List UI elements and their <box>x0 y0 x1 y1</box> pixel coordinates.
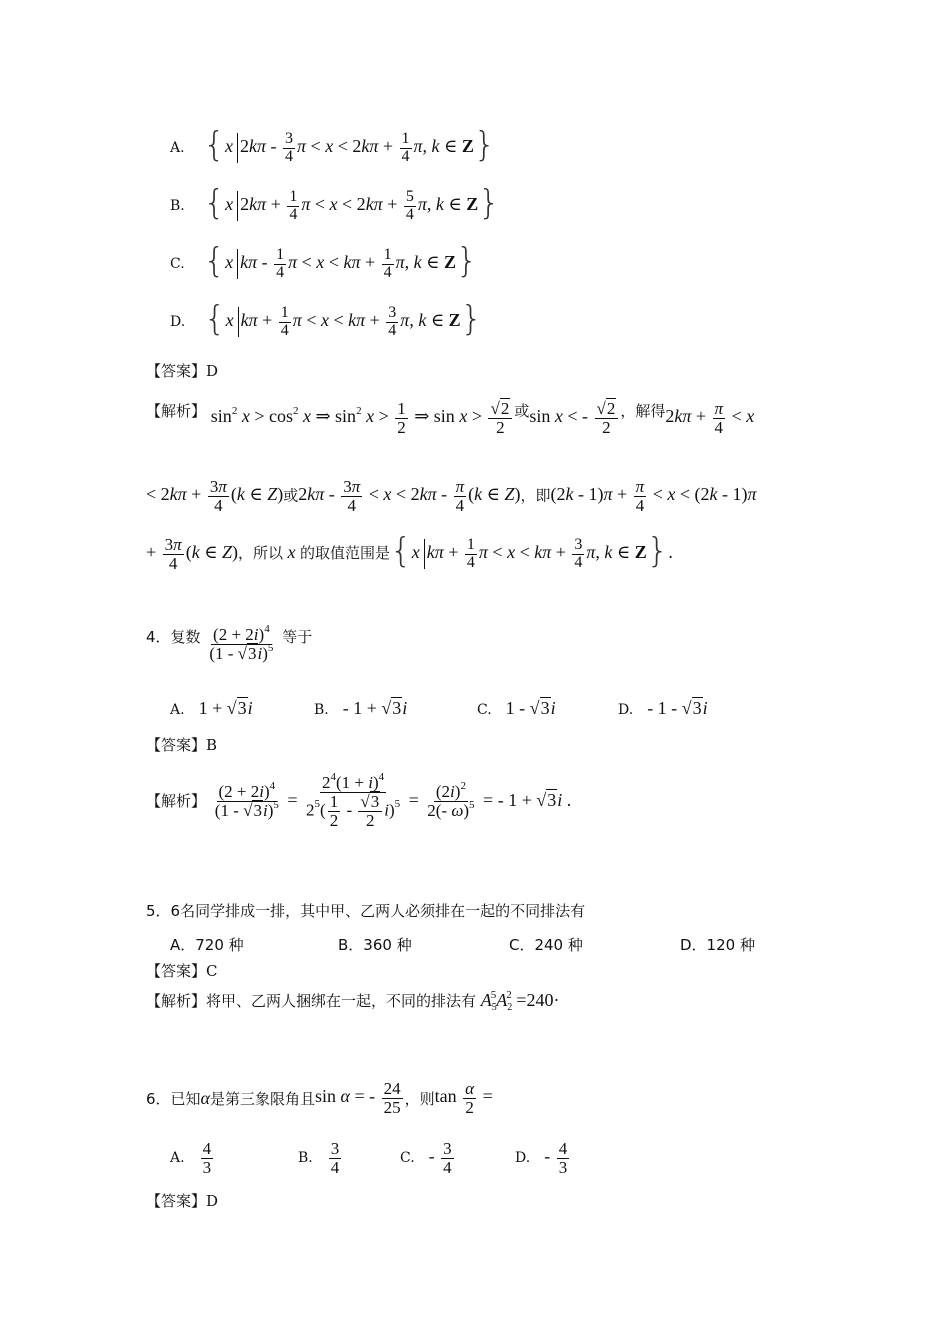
q6-answer: 【答案】D <box>146 1192 219 1210</box>
q4-option-d-formula: - 1 - √3i <box>647 698 708 718</box>
q3-option-d-formula: {x kπ + $\frac{1}{4}$ π < x < kπ + $\frac{3}{4}$ π, k ∈ Z} <box>203 299 483 339</box>
q6-option-d-label: D. <box>515 1150 531 1167</box>
q6-option-a-formula: $\frac{4}{3}$ <box>202 1139 212 1177</box>
q4-option-c-label: C. <box>477 702 492 718</box>
q4-option-b-formula: - 1 + √3i <box>342 698 408 718</box>
q3-analysis-formula-8: {x kπ + $\frac{1}{4}$ π < x < kπ + $\frac{3}{4}$ π, k ∈ Z}. <box>390 531 673 571</box>
q3-answer: 【答案】D <box>146 362 219 380</box>
q3-analysis-formula-1: $\sin^2 x > \cos^2 x$ ⇒ $\sin^2 x$ > $\frac{1}{2}$ ⇒ sin x > $\frac{√2}{2}$ <box>211 406 515 426</box>
q3-analysis-tag: 【解析】 <box>146 402 207 420</box>
q3-option-c-formula: {x kπ - $\frac{1}{4}$ π < x < kπ + $\frac{1}{4}$ π, k ∈ Z} <box>203 241 478 281</box>
q6-sin-formula: sin α = - $\frac{24}{25}$ <box>315 1079 401 1117</box>
q6-option-b-formula: $\frac{3}{4}$ <box>330 1139 340 1177</box>
q5-analysis-formula: $A_5^5A_2^2 =240\cdot$ <box>480 989 560 1013</box>
q5-stem: 5．6名同学排成一排，其中甲、乙两人必须排在一起的不同排法有 <box>146 902 586 920</box>
q6-alpha: α <box>200 1087 210 1108</box>
q4-option-a-label: A. <box>170 702 185 718</box>
q5-result: =240 <box>516 990 554 1010</box>
q4-option-c-formula: 1 - √3i <box>505 698 556 718</box>
q6-stem <box>146 1080 493 1117</box>
q3-option-d <box>170 299 483 342</box>
q3-analysis-line3 <box>146 531 673 574</box>
q5-option-a: A．720 种 <box>170 936 244 954</box>
q3-option-b-label: B. <box>170 198 185 215</box>
q5-analysis-text: 【解析】将甲、乙两人捆绑在一起，不同的排法有 <box>146 992 477 1010</box>
q3-option-a <box>170 125 496 168</box>
q3-range-text: 的取值范围是 <box>300 544 391 563</box>
q4-answer: 【答案】B <box>146 736 218 754</box>
q4-stem-suffix: 等于 <box>282 628 313 646</box>
q6-stem-then: ，则 <box>404 1089 435 1108</box>
q4-option-a <box>170 698 253 719</box>
q3-or-1: 或 <box>514 402 530 420</box>
q3-var-x: x <box>283 542 301 563</box>
q5-analysis <box>146 990 559 1011</box>
q3-option-d-label: D. <box>170 314 186 331</box>
q3-option-b-formula: {x 2kπ + $\frac{1}{4}$ π < x < 2kπ + $\frac{5}{4}$ π, k ∈ Z} <box>203 183 500 223</box>
q5-answer: 【答案】C <box>146 962 218 980</box>
q3-analysis-formula-5: 2kπ - $\frac{3\pi}{4}$ < x < 2kπ - $\frac{\pi}{4}$ (k ∈ Z) <box>298 477 521 515</box>
q3-analysis-formula-7: + $\frac{3\pi}{4}$ (k ∈ Z) <box>146 534 239 573</box>
q3-analysis-formula-4: < 2kπ + $\frac{3\pi}{4}$ (k ∈ Z) <box>146 477 284 515</box>
q4-stem-prefix: 4．复数 <box>146 628 201 646</box>
q5-option-c: C．240 种 <box>509 936 583 954</box>
q4-option-c <box>477 698 556 719</box>
q4-analysis <box>146 771 572 830</box>
q5-option-b: B．360 种 <box>338 936 412 954</box>
q3-analysis-line2 <box>146 478 757 515</box>
q3-option-a-formula: {x 2kπ - $\frac{3}{4}$ π < x < 2kπ + $\frac{1}{4}$ π, k ∈ Z} <box>203 125 496 165</box>
q6-option-b <box>298 1140 343 1177</box>
q6-stem-prefix: 6．已知 <box>146 1089 201 1108</box>
q3-option-c-label: C. <box>170 256 185 273</box>
q3-solve: ，解得 <box>620 402 666 420</box>
q4-stem-formula: $\frac{(2 + 2i)^4}{(1 - √3i)^5}$ <box>209 623 274 663</box>
q3-that-is: ，即 <box>520 486 551 505</box>
q4-option-d <box>618 698 708 719</box>
q4-option-d-label: D. <box>618 702 634 718</box>
q6-option-a <box>170 1140 215 1177</box>
q6-option-d <box>515 1140 571 1177</box>
q4-option-b <box>314 698 407 719</box>
q4-option-a-formula: 1 + √3i <box>198 698 253 718</box>
q3-analysis-formula-2: sin x < - $\frac{√2}{2}$ <box>529 406 620 426</box>
q4-stem <box>146 623 313 663</box>
q3-analysis-formula-3: 2kπ + $\frac{\pi}{4}$ < x <box>665 399 755 437</box>
q6-option-c-label: C. <box>400 1150 415 1167</box>
q6-option-c-formula: - $\frac{3}{4}$ <box>428 1139 452 1177</box>
q6-stem-mid: 是第三象限角且 <box>210 1089 316 1108</box>
q3-option-c <box>170 241 478 284</box>
q3-or-2: 或 <box>283 486 299 505</box>
q5-option-d: D．120 种 <box>680 936 755 954</box>
q3-option-b <box>170 183 500 226</box>
q4-option-b-label: B. <box>314 702 329 718</box>
q6-option-b-label: B. <box>298 1150 313 1167</box>
q3-so: ，所以 <box>238 544 284 563</box>
q6-option-a-label: A. <box>170 1150 185 1167</box>
q6-tan-formula: tan $\frac{\alpha}{2}$ = <box>434 1079 493 1117</box>
q6-option-d-formula: - $\frac{4}{3}$ <box>544 1139 568 1177</box>
q6-option-c <box>400 1140 456 1177</box>
q3-analysis-formula-6: (2k - 1)π + $\frac{\pi}{4}$ < x < (2k - 1)π <box>550 477 757 515</box>
q4-analysis-formula: $\frac{(2 + 2i)^4}{(1 - √3i)^5}$ = $2^4(1 + i)^4$ $2^5$( $\frac{1}{2}$ - $\frac{√3}{2}$ i)$^5$ = $\frac{(2i)^2}{2(- \omega)^5}$ = - 1 + √3i . <box>214 771 572 830</box>
q4-analysis-tag: 【解析】 <box>146 791 207 810</box>
q3-analysis-line1 <box>146 400 754 437</box>
q3-option-a-label: A. <box>170 140 185 157</box>
